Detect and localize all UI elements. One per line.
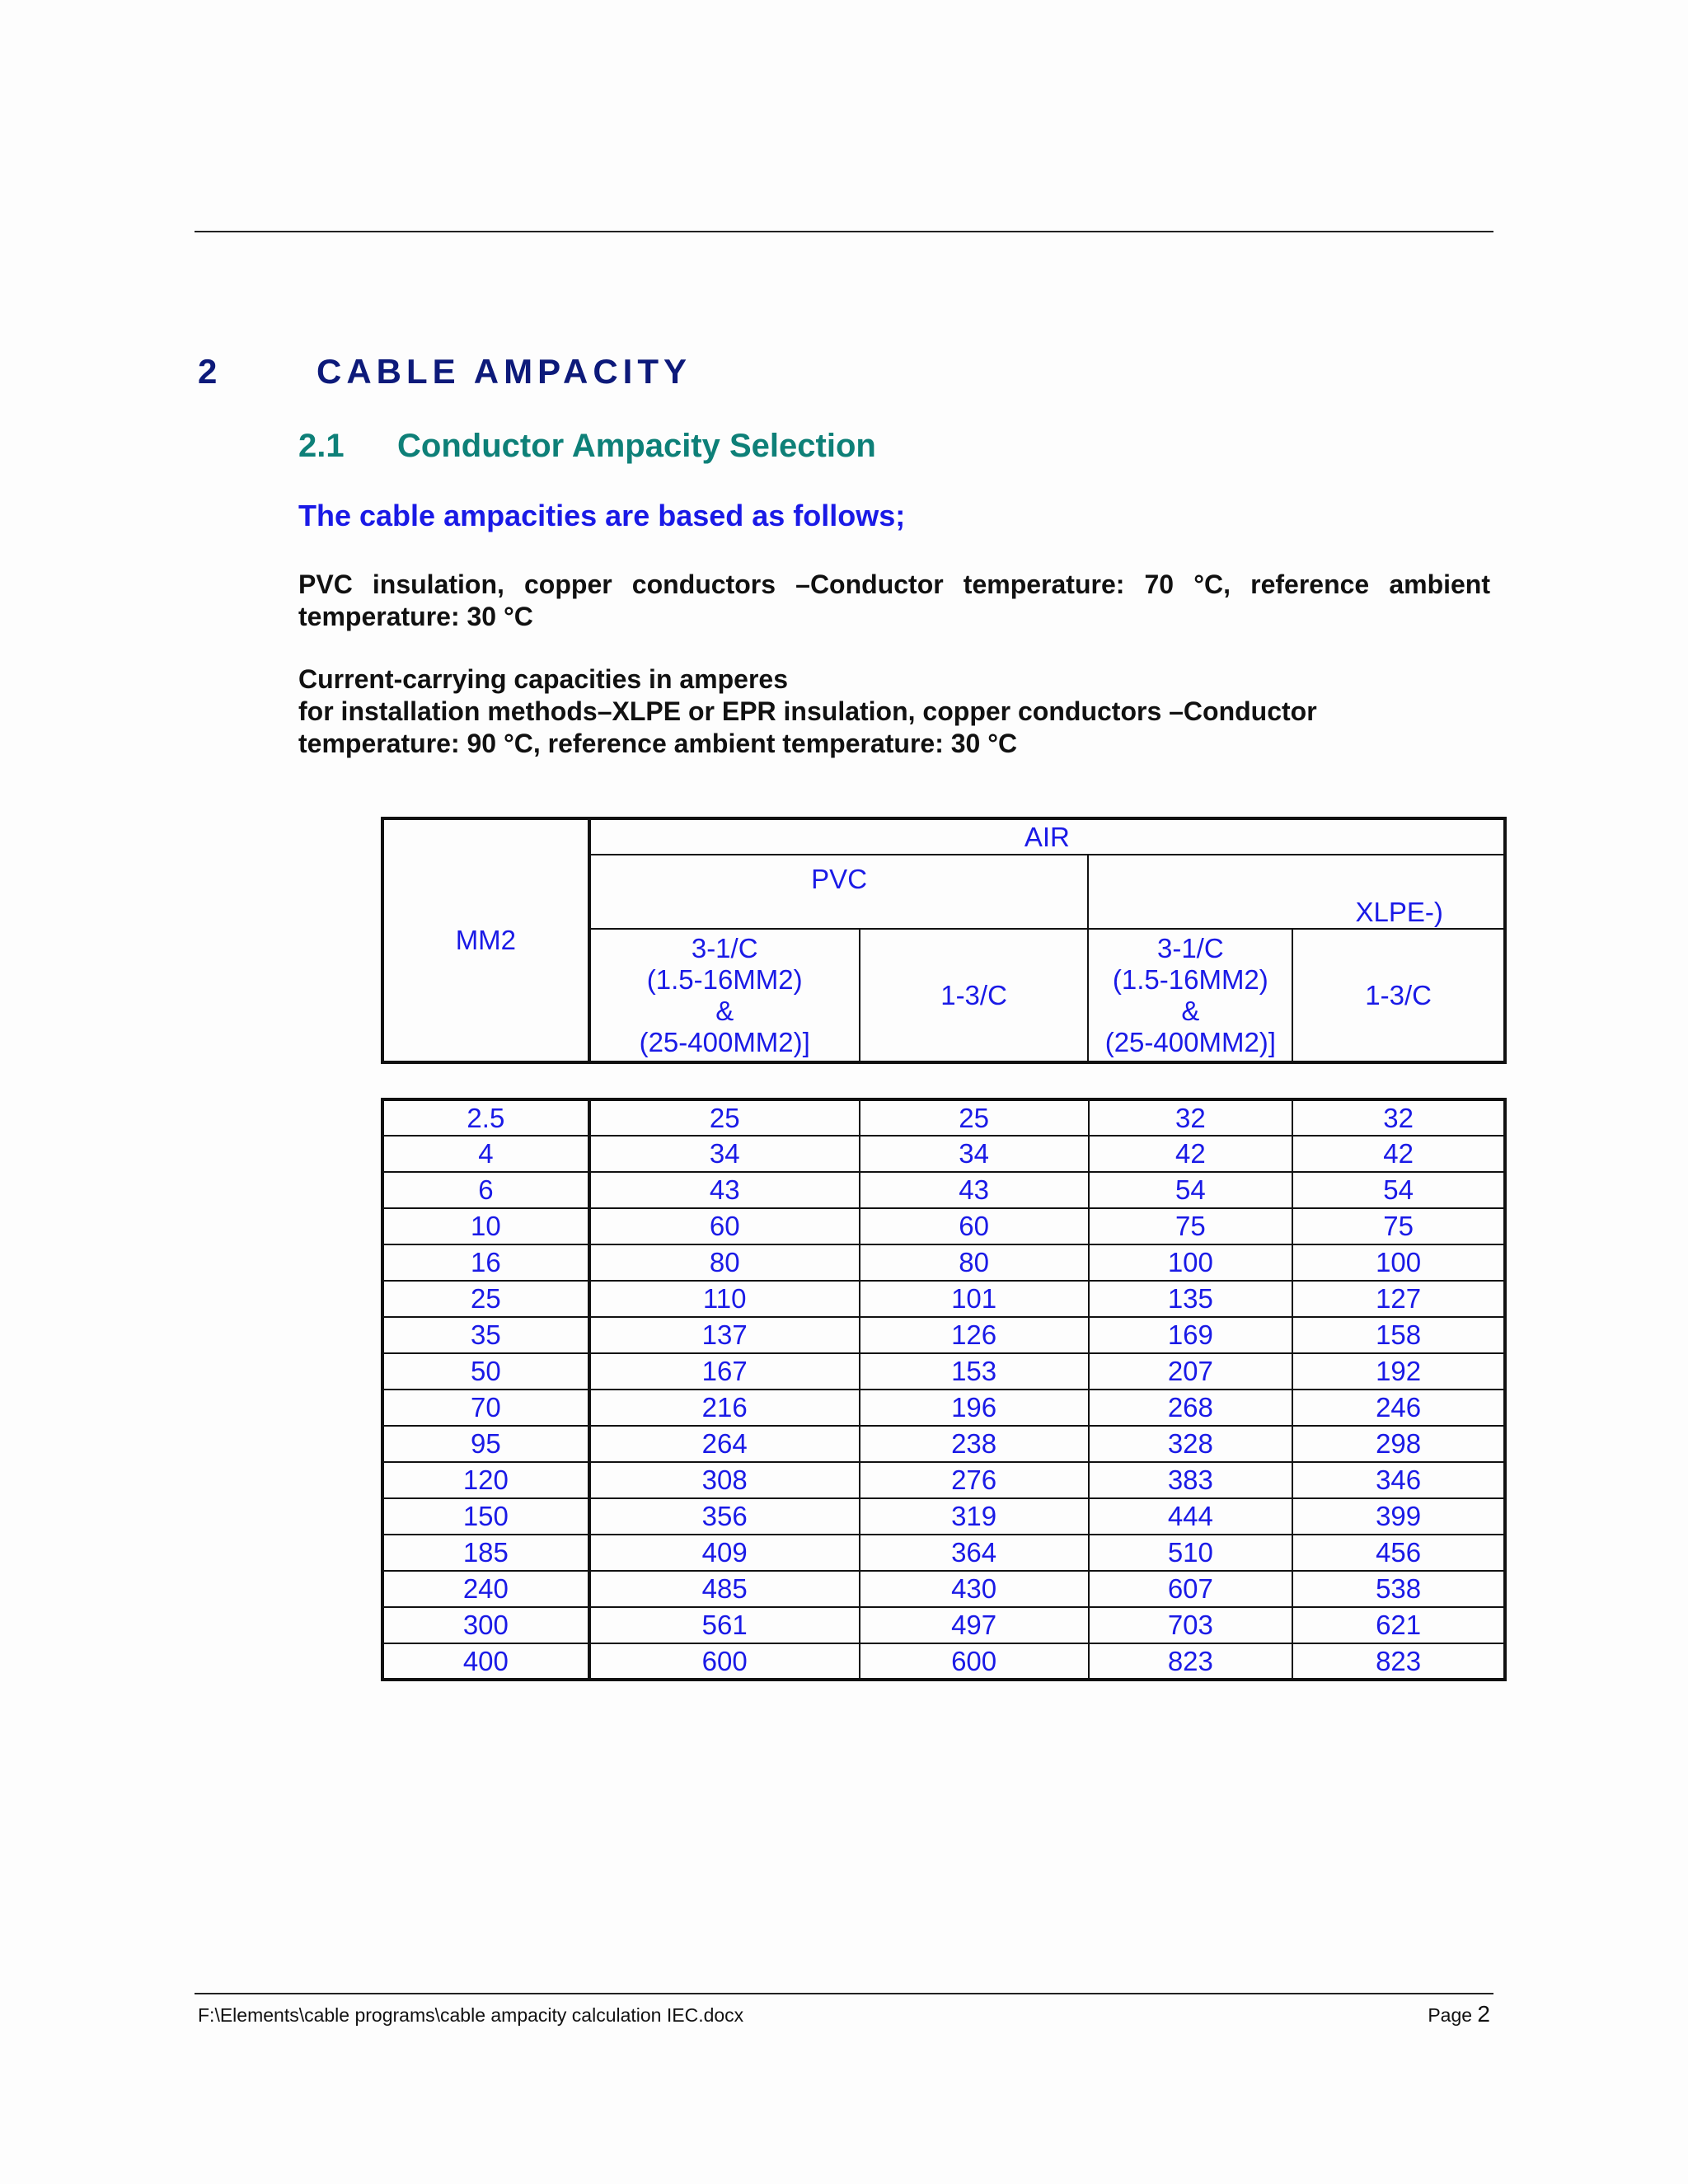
pvc-three-core-cell: 238 [860, 1426, 1089, 1462]
table-row [382, 1607, 1505, 1643]
pvc-three-core-cell: 153 [860, 1353, 1089, 1390]
table-row [382, 1281, 1505, 1317]
table-row [382, 1244, 1505, 1281]
size-cell: 400 [382, 1643, 589, 1680]
table-row [382, 1535, 1505, 1571]
xlpe-single-core-cell: 100 [1089, 1244, 1293, 1281]
pvc-single-core-cell: 308 [589, 1462, 860, 1498]
pvc-three-core-cell: 60 [860, 1208, 1089, 1244]
pvc-single-core-cell: 600 [589, 1643, 860, 1680]
paragraph-line: Current-carrying capacities in amperes [298, 664, 789, 694]
xlpe-three-core-cell: 158 [1292, 1317, 1505, 1353]
pvc-three-core-cell: 25 [860, 1099, 1089, 1136]
size-cell: 16 [382, 1244, 589, 1281]
pvc-three-core-cell: 43 [860, 1172, 1089, 1208]
header-line: 3-1/C [691, 932, 758, 963]
xlpe-single-core-cell: 32 [1089, 1099, 1293, 1136]
section-number: 2 [198, 352, 218, 391]
footer-file-path: F:\Elements\cable programs\cable ampacity calculation IEC.docx [198, 2004, 744, 2026]
table-row [382, 1099, 1505, 1136]
table-row [382, 1498, 1505, 1535]
xlpe-single-core-cell: 607 [1089, 1571, 1293, 1607]
xlpe-single-core-cell: 268 [1089, 1390, 1293, 1426]
xlpe-conditions-paragraph [298, 663, 1490, 760]
size-cell: 50 [382, 1353, 589, 1390]
table-row [382, 1426, 1505, 1462]
pvc-single-core-cell: 485 [589, 1571, 860, 1607]
pvc-three-core-cell: 196 [860, 1390, 1089, 1426]
xlpe-three-core-cell: 346 [1292, 1462, 1505, 1498]
paragraph-line: temperature: 90 °C, reference ambient temperature: 30 °C [298, 729, 1018, 758]
pvc-three-core-cell: 276 [860, 1462, 1089, 1498]
pvc-single-core-header [589, 929, 860, 1062]
size-cell: 300 [382, 1607, 589, 1643]
header-line: (25-400MM2)] [1104, 1026, 1276, 1057]
pvc-single-core-cell: 80 [589, 1244, 860, 1281]
xlpe-single-core-cell: 169 [1089, 1317, 1293, 1353]
size-cell: 150 [382, 1498, 589, 1535]
pvc-three-core-cell: 101 [860, 1281, 1089, 1317]
table-row [382, 1208, 1505, 1244]
size-cell: 4 [382, 1136, 589, 1172]
header-line: 3-1/C [1156, 932, 1224, 963]
air-group-header: AIR [589, 818, 1505, 855]
header-line: & [715, 995, 734, 1026]
header-line: & [1181, 995, 1200, 1026]
table-row [382, 1317, 1505, 1353]
xlpe-single-core-cell: 42 [1089, 1136, 1293, 1172]
size-cell: 2.5 [382, 1099, 589, 1136]
xlpe-single-core-cell: 383 [1089, 1462, 1293, 1498]
section-title: CABLE AMPACITY [316, 352, 692, 391]
xlpe-single-core-cell: 75 [1089, 1208, 1293, 1244]
pvc-header: PVC [589, 855, 1089, 929]
pvc-three-core-cell: 80 [860, 1244, 1089, 1281]
header-line: (1.5-16MM2) [646, 963, 803, 995]
pvc-three-core-header: 1-3/C [860, 929, 1089, 1062]
size-cell: 25 [382, 1281, 589, 1317]
pvc-single-core-cell: 43 [589, 1172, 860, 1208]
xlpe-three-core-cell: 32 [1292, 1099, 1505, 1136]
pvc-single-core-cell: 561 [589, 1607, 860, 1643]
size-cell: 240 [382, 1571, 589, 1607]
xlpe-three-core-cell: 246 [1292, 1390, 1505, 1426]
header-line: (25-400MM2)] [639, 1026, 810, 1057]
xlpe-three-core-cell: 298 [1292, 1426, 1505, 1462]
xlpe-single-core-cell: 54 [1089, 1172, 1293, 1208]
subsection-number: 2.1 [298, 428, 345, 464]
pvc-single-core-cell: 356 [589, 1498, 860, 1535]
table-row [382, 1390, 1505, 1426]
pvc-single-core-cell: 264 [589, 1426, 860, 1462]
xlpe-three-core-cell: 823 [1292, 1643, 1505, 1680]
lead-sentence: The cable ampacities are based as follows; [298, 499, 906, 532]
size-cell: 70 [382, 1390, 589, 1426]
size-cell: 120 [382, 1462, 589, 1498]
size-cell: 185 [382, 1535, 589, 1571]
pvc-three-core-cell: 497 [860, 1607, 1089, 1643]
pvc-single-core-cell: 409 [589, 1535, 860, 1571]
xlpe-header [1088, 855, 1505, 929]
xlpe-single-core-cell: 823 [1089, 1643, 1293, 1680]
xlpe-three-core-header: 1-3/C [1292, 929, 1505, 1062]
pvc-three-core-cell: 34 [860, 1136, 1089, 1172]
table-row [382, 1643, 1505, 1680]
table-row [382, 1462, 1505, 1498]
pvc-three-core-cell: 319 [860, 1498, 1089, 1535]
xlpe-single-core-cell: 135 [1089, 1281, 1293, 1317]
xlpe-three-core-cell: 42 [1292, 1136, 1505, 1172]
ampacity-table-body [381, 1098, 1507, 1681]
xlpe-single-core-cell: 328 [1089, 1426, 1293, 1462]
xlpe-header-label: XLPE-) [1355, 897, 1443, 927]
xlpe-three-core-cell: 456 [1292, 1535, 1505, 1571]
pvc-single-core-cell: 137 [589, 1317, 860, 1353]
pvc-three-core-cell: 126 [860, 1317, 1089, 1353]
xlpe-single-core-cell: 444 [1089, 1498, 1293, 1535]
xlpe-three-core-cell: 538 [1292, 1571, 1505, 1607]
xlpe-three-core-cell: 399 [1292, 1498, 1505, 1535]
xlpe-single-core-cell: 703 [1089, 1607, 1293, 1643]
xlpe-three-core-cell: 54 [1292, 1172, 1505, 1208]
footer-rule [195, 1993, 1493, 1994]
table-row [382, 1172, 1505, 1208]
pvc-single-core-cell: 216 [589, 1390, 860, 1426]
pvc-three-core-cell: 600 [860, 1643, 1089, 1680]
pvc-three-core-cell: 364 [860, 1535, 1089, 1571]
size-cell: 6 [382, 1172, 589, 1208]
footer-page-number [1428, 2001, 1490, 2027]
page-number: 2 [1477, 2001, 1490, 2027]
pvc-single-core-cell: 34 [589, 1136, 860, 1172]
ampacity-table-header [381, 817, 1507, 1064]
xlpe-single-core-cell: 510 [1089, 1535, 1293, 1571]
xlpe-three-core-cell: 192 [1292, 1353, 1505, 1390]
paragraph-line: for installation methods–XLPE or EPR insulation, copper conductors –Conductor [298, 696, 1317, 726]
page-label: Page [1428, 2004, 1473, 2026]
xlpe-single-core-cell: 207 [1089, 1353, 1293, 1390]
header-rule [195, 231, 1493, 232]
header-line: (1.5-16MM2) [1112, 963, 1268, 995]
subsection-title: Conductor Ampacity Selection [397, 428, 876, 464]
pvc-single-core-cell: 25 [589, 1099, 860, 1136]
pvc-single-core-cell: 167 [589, 1353, 860, 1390]
size-cell: 35 [382, 1317, 589, 1353]
xlpe-three-core-cell: 100 [1292, 1244, 1505, 1281]
pvc-single-core-cell: 110 [589, 1281, 860, 1317]
size-column-header: MM2 [382, 818, 589, 1062]
table-row [382, 1571, 1505, 1607]
xlpe-three-core-cell: 75 [1292, 1208, 1505, 1244]
xlpe-single-core-header [1088, 929, 1292, 1062]
size-cell: 10 [382, 1208, 589, 1244]
pvc-three-core-cell: 430 [860, 1571, 1089, 1607]
size-cell: 95 [382, 1426, 589, 1462]
pvc-single-core-cell: 60 [589, 1208, 860, 1244]
xlpe-three-core-cell: 621 [1292, 1607, 1505, 1643]
pvc-conditions-paragraph: PVC insulation, copper conductors –Conductor temperature: 70 °C, reference ambient temperature: 30 °C [298, 569, 1490, 631]
table-row [382, 1136, 1505, 1172]
xlpe-three-core-cell: 127 [1292, 1281, 1505, 1317]
table-row [382, 1353, 1505, 1390]
